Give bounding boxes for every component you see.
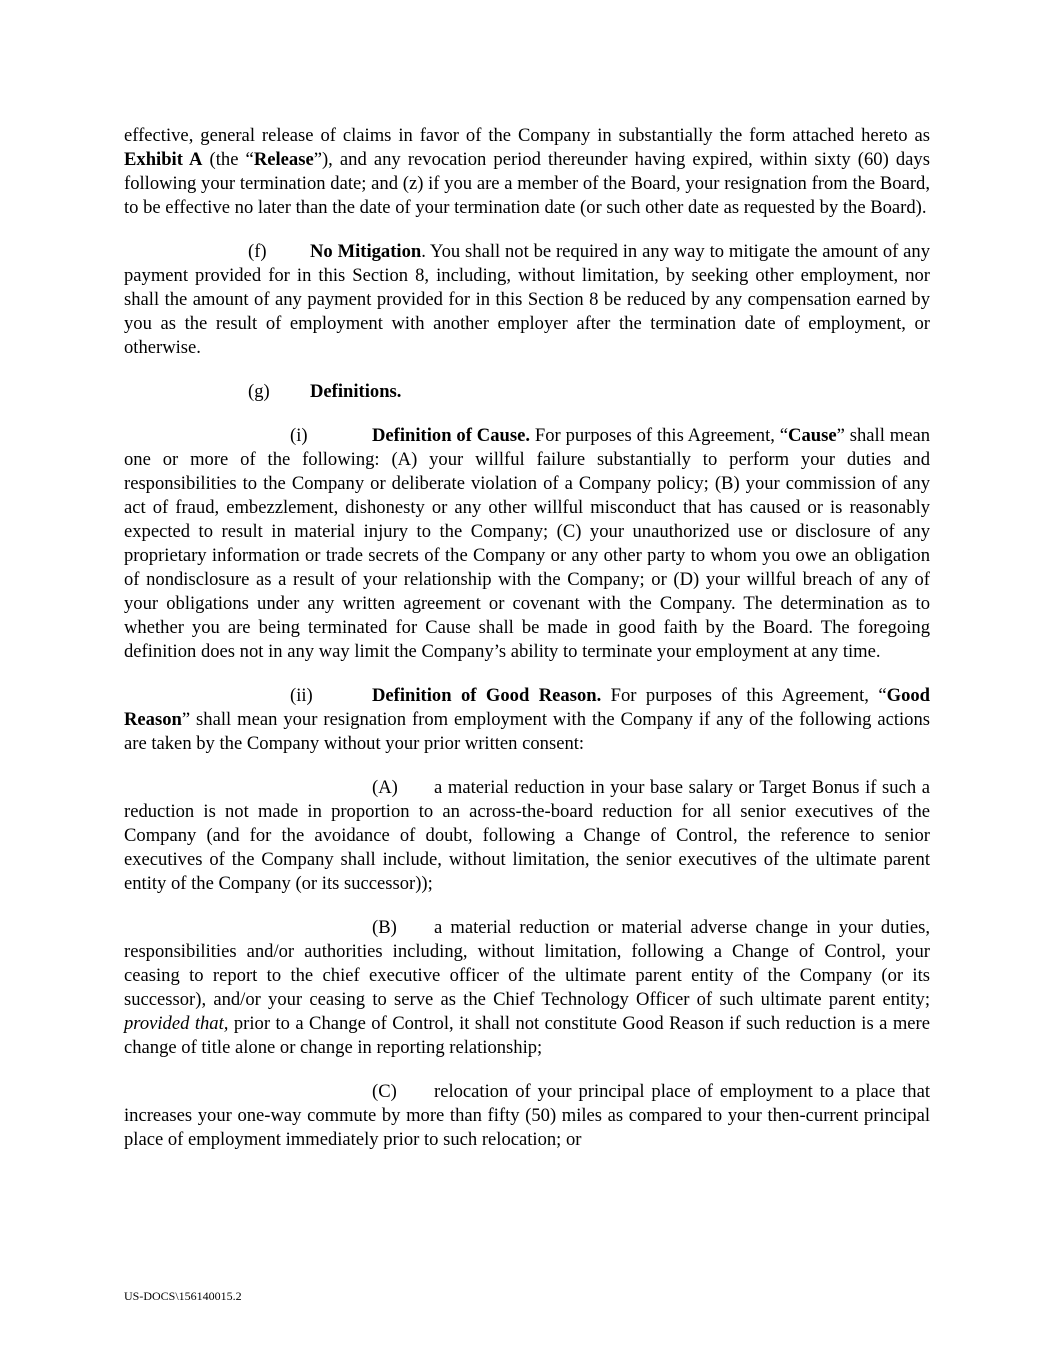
term-good-reason: Good Reason (124, 685, 931, 730)
section-g-i-cause: (i) Definition of Cause. For purposes of this Agreement, “Cause” shall mean one or more of the following: (A) your willful failure substantially to perform your duties and responsibilities to the Company or deliberate violation of a Company policy; (B) your commission of any act of fraud, embezzlement, dishonesty or any other willful misconduct that has caused or is reasonably expected to result in material injury to the Company; (C) your unauthorized use or disclosure of any proprietary information or trade secrets of the Company or any other party to whom you owe an obligation of nondisclosure as a result of your relationship with the Company; or (D) your willful breach of any of your obligations under any written agreement or covenant with the Company. The determination as to whether you are being terminated for Cause shall be made in good faith by the Board. The foregoing definition does not in any way limit the Company’s ability to terminate your employment at any time. (124, 425, 931, 662)
section-f-no-mitigation: (f) No Mitigation. You shall not be required in any way to mitigate the amount of any payment provided for in this Section 8, including, without limitation, by seeking other employment, nor shall the amount of any payment provided for in this Section 8 be reduced by any compensation earned by you as the result of employment with another employer after the termination date of employment, or otherwise. (124, 241, 930, 358)
section-number: (i) (290, 425, 308, 446)
section-heading: Definition of Cause. (372, 425, 530, 446)
clause-number: (C) (372, 1081, 397, 1102)
term-release: Release (253, 149, 314, 170)
clause-number: (B) (372, 917, 397, 938)
section-number: (f) (248, 241, 267, 262)
section-heading: No Mitigation (310, 241, 422, 262)
clause-c-relocation: (C) relocation of your principal place of employment to a place that increases your one-way commute by more than fifty (50) miles as compared to your then-current principal place of employment immediately prior to such relocation; or (124, 1081, 930, 1150)
section-number: (g) (248, 381, 270, 402)
footer-document-id: US-DOCS\156140015.2 (124, 1289, 242, 1303)
paragraph-release-continuation: effective, general release of claims in favor of the Company in substantially the form attached hereto as Exhibit A (the “Release”), and any revocation period thereunder having expired, within sixty (60) days following your termination date; and (z) if you are a member of the Board, your resignation from the Board, to be effective no later than the date of your termination date (or such other date as requested by the Board). (124, 125, 930, 218)
clause-a-salary-reduction: (A) a material reduction in your base salary or Target Bonus if such a reduction is not made in proportion to an across-the-board reduction for all senior executives of the Company (and for the avoidance of doubt, following a Change of Control, the reference to senior executives of the Company shall include, without limitation, the senior executives of the ultimate parent entity of the Company (or its successor)); (124, 777, 930, 894)
section-heading: Definition of Good Reason. (372, 685, 602, 706)
term-exhibit-a: Exhibit A (124, 149, 203, 170)
term-provided-that: provided that, (124, 1013, 229, 1034)
section-heading: Definitions. (310, 381, 402, 402)
section-number: (ii) (290, 685, 313, 706)
clause-number: (A) (372, 777, 398, 798)
term-cause: Cause (788, 425, 837, 446)
section-g-definitions (124, 380, 930, 404)
document-page (124, 124, 930, 1172)
section-g-ii-good-reason: (ii) Definition of Good Reason. For purposes of this Agreement, “Good Reason” shall mean your resignation from employment with the Company if any of the following actions are taken by the Company without your prior written consent: (124, 685, 931, 754)
clause-b-duties-reduction: (B) a material reduction or material adverse change in your duties, responsibilities and/or authorities including, without limitation, following a Change of Control, your ceasing to report to the chief executive officer of the ultimate parent entity of the Company (or its successor), and/or your ceasing to serve as the Chief Technology Officer of such ultimate parent entity; provided that, prior to a Change of Control, it shall not constitute Good Reason if such reduction is a mere change of title alone or change in reporting relationship; (124, 917, 930, 1058)
